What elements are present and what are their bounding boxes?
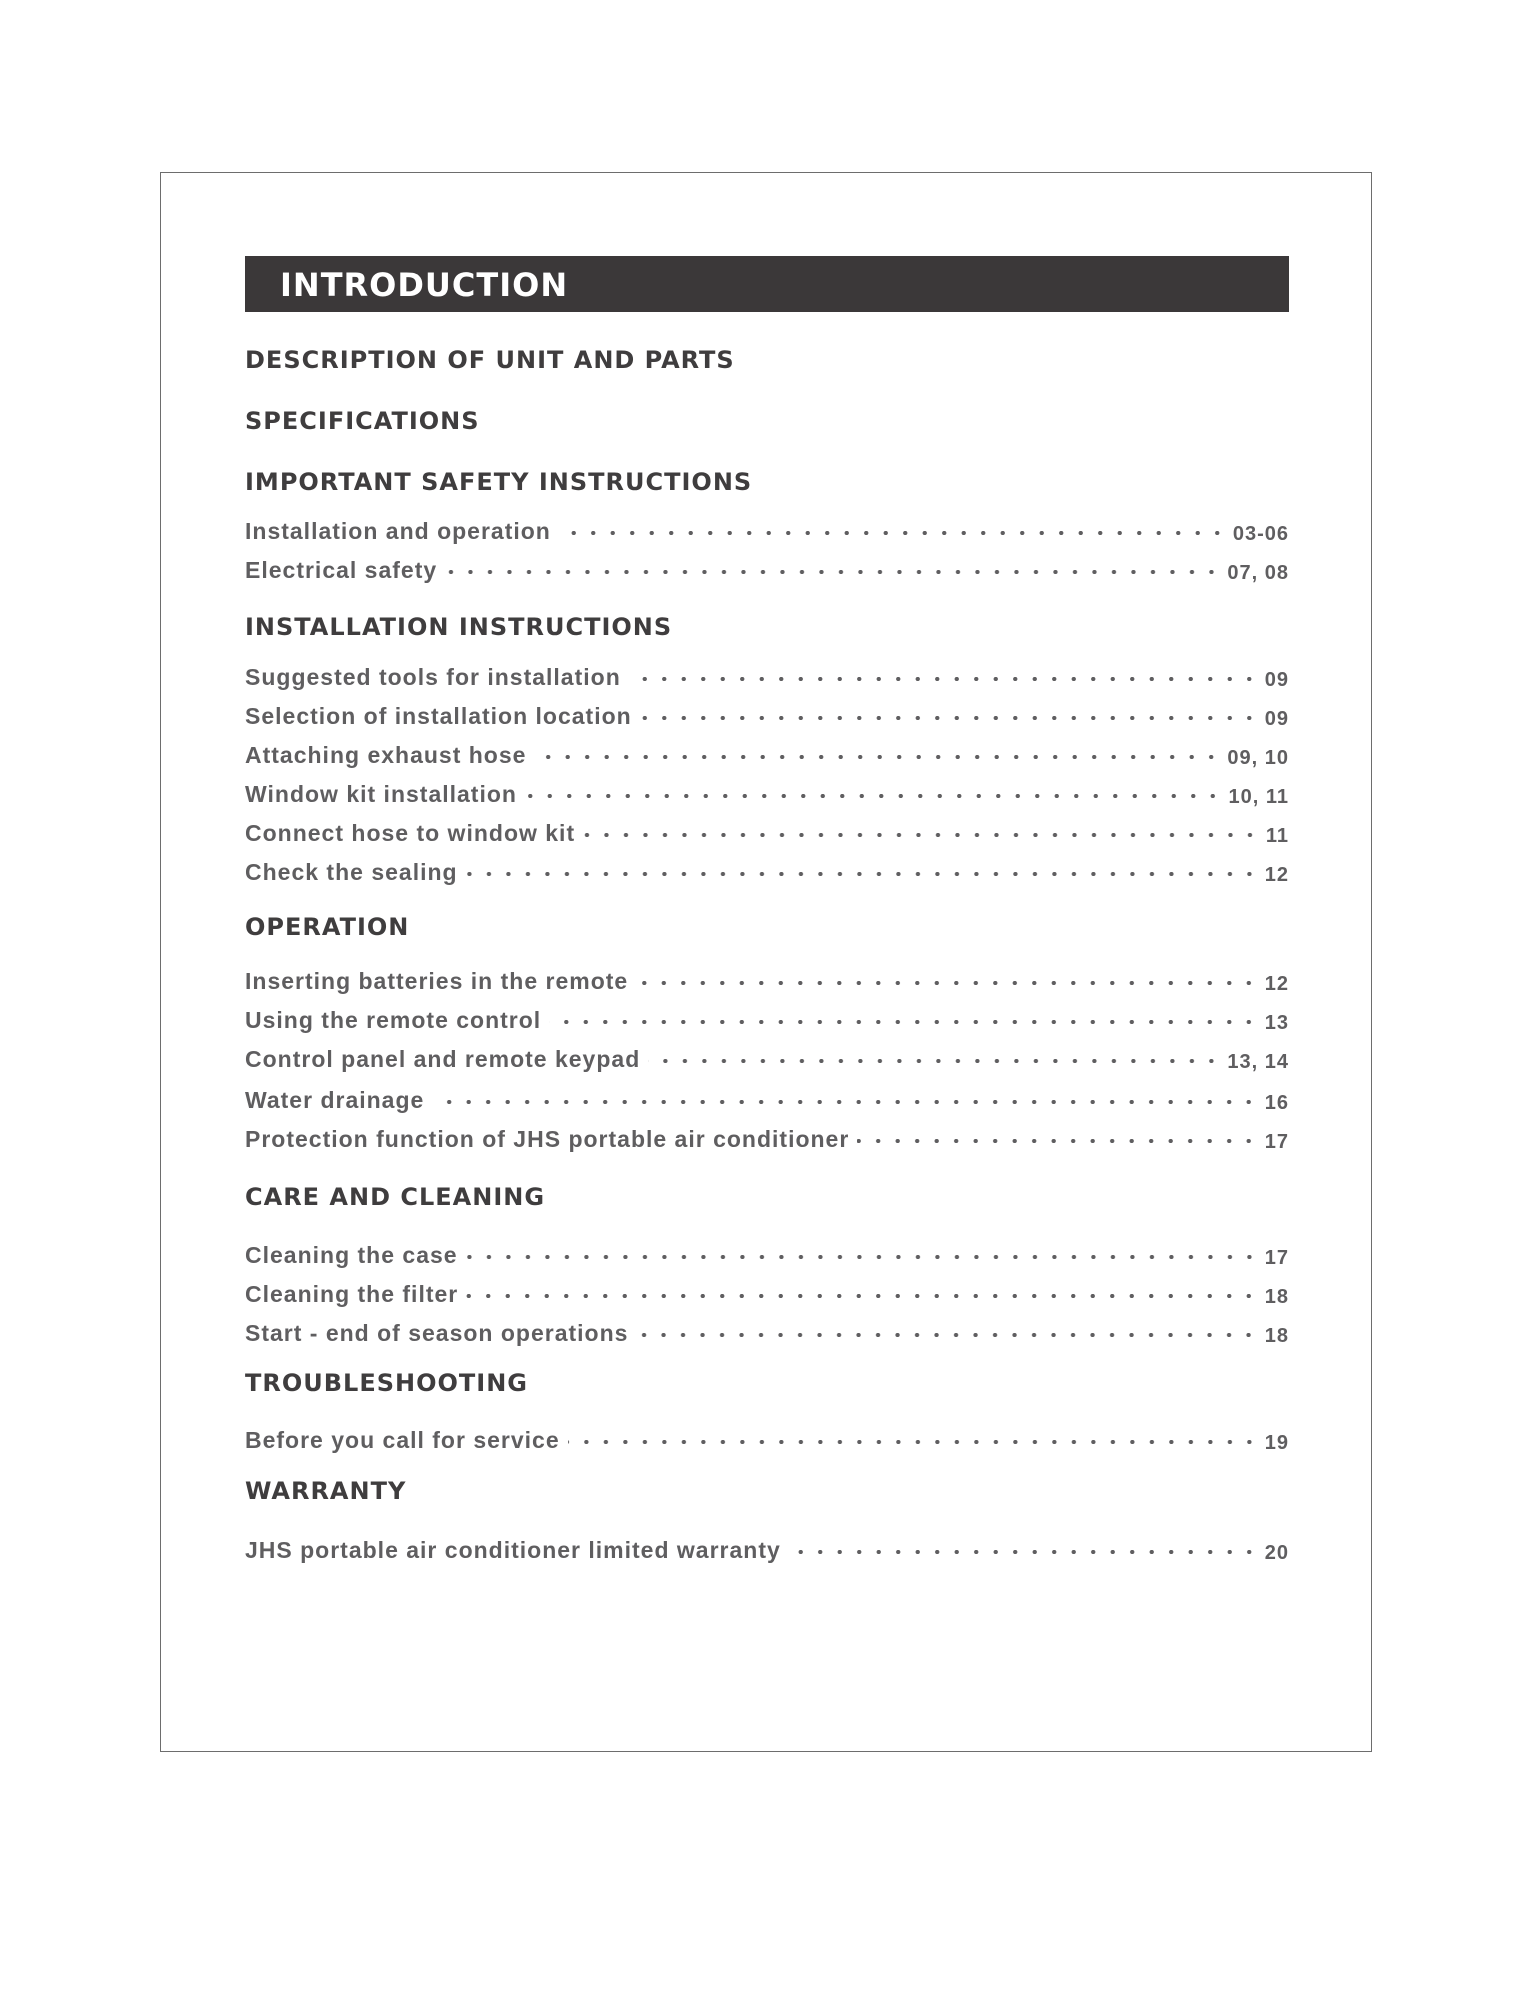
toc-entry-label: Installation and operation xyxy=(245,517,551,544)
toc-entry[interactable] xyxy=(245,1318,1289,1348)
dot-leader xyxy=(629,677,1259,681)
toc-entry-page: 09 xyxy=(1264,707,1289,730)
toc-entry-page: 16 xyxy=(1264,1091,1289,1114)
toc-entry-label: Start - end of season operations xyxy=(245,1319,629,1346)
toc-entry[interactable] xyxy=(245,1279,1289,1309)
dot-leader xyxy=(640,716,1259,720)
toc-entry-page: 09, 10 xyxy=(1227,746,1289,769)
toc-entry-label: Suggested tools for installation xyxy=(245,663,621,690)
toc-entry[interactable] xyxy=(245,1535,1289,1565)
toc-entry[interactable] xyxy=(245,516,1289,546)
dot-leader xyxy=(636,981,1259,985)
heading-safety: IMPORTANT SAFETY INSTRUCTIONS xyxy=(245,468,753,496)
dot-leader xyxy=(648,1059,1221,1063)
toc-entry[interactable] xyxy=(245,966,1289,996)
toc-entry-page: 20 xyxy=(1264,1541,1289,1564)
toc-entry-label: Connect hose to window kit xyxy=(245,819,576,846)
toc-entry-label: Window kit installation xyxy=(245,780,517,807)
toc-entry-label: Control panel and remote keypad xyxy=(245,1045,641,1072)
toc-entry-page: 12 xyxy=(1264,972,1289,995)
toc-entry[interactable] xyxy=(245,1005,1289,1035)
heading-care: CARE AND CLEANING xyxy=(245,1183,546,1211)
dot-leader xyxy=(583,833,1260,837)
toc-entry-page: 18 xyxy=(1264,1285,1289,1308)
introduction-title: INTRODUCTION xyxy=(280,266,569,304)
heading-operation: OPERATION xyxy=(245,913,410,941)
dot-leader xyxy=(857,1139,1258,1143)
toc-entry[interactable] xyxy=(245,779,1289,809)
toc-entry-label: Using the remote control xyxy=(245,1006,542,1033)
toc-entry[interactable] xyxy=(245,818,1289,848)
toc-entry-label: Cleaning the filter xyxy=(245,1280,459,1307)
heading-installation: INSTALLATION INSTRUCTIONS xyxy=(245,613,673,641)
toc-entry[interactable] xyxy=(245,701,1289,731)
toc-entry-page: 03-06 xyxy=(1232,522,1289,545)
toc-entry[interactable] xyxy=(245,1085,1289,1115)
toc-entry[interactable] xyxy=(245,740,1289,770)
heading-troubleshooting: TROUBLESHOOTING xyxy=(245,1369,528,1397)
toc-entry[interactable] xyxy=(245,1425,1289,1455)
toc-entry-page: 13, 14 xyxy=(1227,1050,1289,1073)
toc-entry-label: Attaching exhaust hose xyxy=(245,741,527,768)
toc-entry-label: Inserting batteries in the remote xyxy=(245,967,629,994)
toc-entry-page: 09 xyxy=(1264,668,1289,691)
toc-entry-page: 17 xyxy=(1264,1246,1289,1269)
dot-leader xyxy=(534,755,1221,759)
toc-entry-label: Water drainage xyxy=(245,1086,425,1113)
toc-entry-label: Electrical safety xyxy=(245,556,438,583)
toc-entry-label: Check the sealing xyxy=(245,858,458,885)
toc-entry-label: Cleaning the case xyxy=(245,1241,458,1268)
dot-leader xyxy=(549,1020,1259,1024)
dot-leader xyxy=(636,1333,1258,1337)
toc-entry[interactable] xyxy=(245,857,1289,887)
toc-entry[interactable] xyxy=(245,662,1289,692)
toc-entry-page: 18 xyxy=(1264,1324,1289,1347)
dot-leader xyxy=(568,1440,1259,1444)
toc-entry-label: Protection function of JHS portable air conditioner xyxy=(245,1125,850,1152)
introduction-banner xyxy=(245,256,1289,312)
dot-leader xyxy=(466,872,1259,876)
toc-entry-page: 12 xyxy=(1264,863,1289,886)
toc-entry-label: Before you call for service xyxy=(245,1426,560,1453)
dot-leader xyxy=(466,1294,1259,1298)
toc-entry-page: 19 xyxy=(1264,1431,1289,1454)
toc-entry-page: 10, 11 xyxy=(1228,785,1289,808)
dot-leader xyxy=(525,794,1223,798)
dot-leader xyxy=(789,1550,1259,1554)
dot-leader xyxy=(432,1100,1258,1104)
toc-entry-page: 13 xyxy=(1264,1011,1289,1034)
toc-entry[interactable] xyxy=(245,1044,1289,1074)
dot-leader xyxy=(466,1255,1259,1259)
dot-leader xyxy=(559,531,1227,535)
toc-entry[interactable] xyxy=(245,1124,1289,1154)
toc-entry[interactable] xyxy=(245,1240,1289,1270)
heading-specifications: SPECIFICATIONS xyxy=(245,407,480,435)
dot-leader xyxy=(445,570,1221,574)
toc-entry[interactable] xyxy=(245,555,1289,585)
toc-entry-label: Selection of installation location xyxy=(245,702,632,729)
toc-entry-page: 07, 08 xyxy=(1227,561,1289,584)
toc-entry-label: JHS portable air conditioner limited warranty xyxy=(245,1536,781,1563)
heading-description: DESCRIPTION OF UNIT AND PARTS xyxy=(245,346,735,374)
toc-entry-page: 11 xyxy=(1265,824,1289,847)
toc-entry-page: 17 xyxy=(1264,1130,1289,1153)
heading-warranty: WARRANTY xyxy=(245,1477,407,1505)
